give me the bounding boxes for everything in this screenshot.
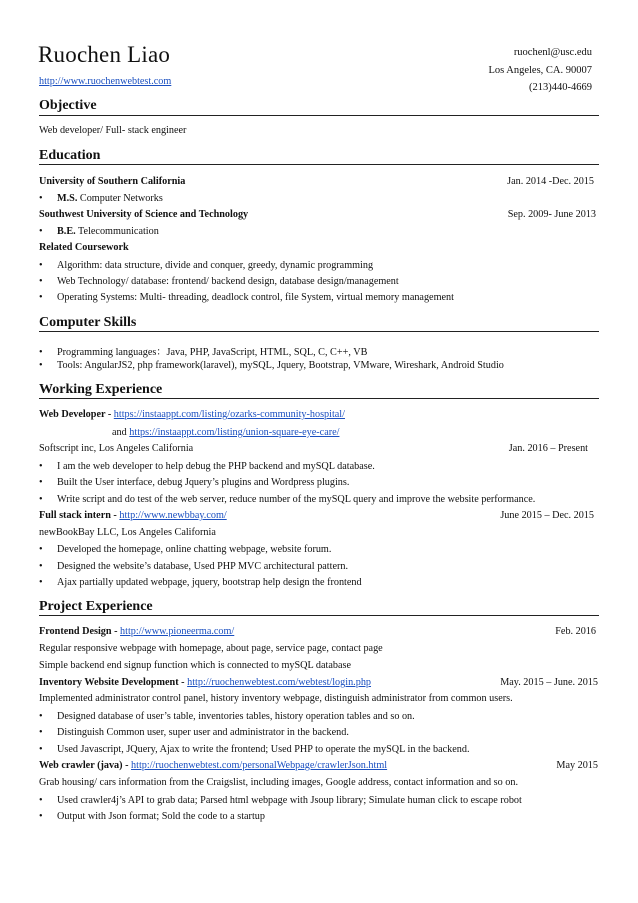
job2-company: newBookBay LLC, Los Angeles California	[39, 527, 216, 538]
swust-degree-item: • B.E. Telecommunication	[39, 226, 159, 237]
list-item: • Tools: AngularJS2, php framework(laravel), mySQL, Jquery, Bootstrap, VMware, Wireshark, Android Studio	[39, 360, 504, 371]
candidate-name: Ruochen Liao	[38, 42, 171, 67]
project2-date: May. 2015 – June. 2015	[500, 677, 598, 688]
job2-title: Full stack intern - http://www.newbbay.com/	[39, 510, 227, 521]
project1-date: Feb. 2016	[555, 626, 596, 637]
list-item: • Write script and do test of the web server, reduce number of the mySQL query and improve the website performance.	[39, 494, 536, 505]
project1-link[interactable]: http://www.pioneerma.com/	[120, 626, 235, 637]
location: Los Angeles, CA. 90007	[488, 64, 592, 76]
list-item: • Programming languages：Java, PHP, JavaScript, HTML, SQL, C, C++, VB	[39, 347, 368, 358]
coursework-heading: Related Coursework	[39, 242, 129, 253]
contact-block	[488, 44, 592, 97]
section-divider	[39, 615, 599, 616]
usc-school-name: University of Southern California	[39, 176, 186, 187]
list-item: • Used crawler4j’s API to grab data; Parsed html webpage with Jsoup library; Simulate human click to escape robot	[39, 795, 522, 806]
job1-date: Jan. 2016 – Present	[508, 443, 588, 454]
usc-major: Computer Networks	[77, 193, 163, 204]
project1-desc: Simple backend end signup function which is connected to mySQL database	[39, 660, 351, 671]
swust-degree: B.E.	[57, 226, 76, 237]
usc-date: Jan. 2014 -Dec. 2015	[507, 176, 594, 187]
project3-title: Web crawler (java) - http://ruochenwebtest.com/personalWebpage/crawlerJson.html	[39, 760, 388, 771]
project3-link[interactable]: http://ruochenwebtest.com/personalWebpage/crawlerJson.html	[131, 760, 388, 771]
list-item: • Distinguish Common user, super user and administrator in the backend.	[39, 727, 349, 738]
job2-date: June 2015 – Dec. 2015	[500, 510, 594, 521]
swust-school-name: Southwest University of Science and Technology	[39, 209, 249, 220]
project3-desc: Grab housing/ cars information from the Craigslist, including images, Google address, contact information and so on.	[39, 777, 518, 788]
list-item: • Developed the homepage, online chatting webpage, website forum.	[39, 544, 332, 555]
list-item: • Used Javascript, JQuery, Ajax to write the frontend; Used PHP to operate the mySQL in the backend.	[39, 744, 470, 755]
objective-heading: Objective	[39, 98, 97, 113]
list-item: • Built the User interface, debug Jquery’s plugins and Wordpress plugins.	[39, 477, 350, 488]
job2-link[interactable]: http://www.newbbay.com/	[119, 510, 227, 521]
education-heading: Education	[39, 148, 101, 163]
projects-heading: Project Experience	[39, 599, 153, 614]
project1-desc: Regular responsive webpage with homepage, about page, service page, contact page	[39, 643, 383, 654]
project2-desc: Implemented administrator control panel, history inventory webpage, distinguish administrator from common users.	[39, 693, 513, 704]
list-item: • I am the web developer to help debug the PHP backend and mySQL database.	[39, 461, 375, 472]
section-divider	[39, 164, 599, 165]
project2-link[interactable]: http://ruochenwebtest.com/webtest/login.php	[187, 677, 372, 688]
list-item: • Output with Json format; Sold the code to a startup	[39, 811, 265, 822]
job1-link-2[interactable]: https://instaappt.com/listing/union-square-eye-care/	[129, 427, 340, 438]
section-divider	[39, 398, 599, 399]
project3-date: May 2015	[556, 760, 598, 771]
objective-text: Web developer/ Full- stack engineer	[39, 125, 187, 136]
project1-title: Frontend Design - http://www.pioneerma.com/	[39, 626, 235, 637]
list-item: • Algorithm: data structure, divide and conquer, greedy, dynamic programming	[39, 260, 374, 271]
email: ruochenl@usc.edu	[513, 47, 592, 58]
list-item: • Ajax partially updated webpage, jquery, bootstrap help design the frontend	[39, 577, 362, 588]
list-item: • Designed database of user’s table, inventories tables, history operation tables and so on.	[39, 711, 415, 722]
list-item: • Web Technology/ database: frontend/ backend design, database design/management	[39, 276, 399, 287]
usc-degree-item: • M.S. Computer Networks	[39, 193, 163, 204]
swust-school	[39, 209, 248, 220]
usc-school	[39, 176, 185, 187]
section-divider	[39, 115, 599, 116]
job1-title: Web Developer - https://instaappt.com/listing/ozarks-community-hospital/	[39, 409, 345, 420]
personal-website-link[interactable]: http://www.ruochenwebtest.com	[39, 76, 172, 87]
swust-date: Sep. 2009- June 2013	[507, 209, 596, 220]
work-heading: Working Experience	[39, 382, 163, 397]
section-divider	[39, 331, 599, 332]
job1-link-1[interactable]: https://instaappt.com/listing/ozarks-community-hospital/	[113, 409, 345, 420]
project2-title: Inventory Website Development - http://ruochenwebtest.com/webtest/login.php	[39, 677, 372, 688]
job1-company: Softscript inc, Los Angeles California	[39, 443, 194, 454]
list-item: • Operating Systems: Multi- threading, deadlock control, file System, virtual memory management	[39, 292, 454, 303]
job1-title-cont: and https://instaappt.com/listing/union-square-eye-care/	[112, 427, 340, 438]
swust-major: Telecommunication	[75, 226, 159, 237]
phone: (213)440-4669	[529, 82, 592, 93]
usc-degree: M.S.	[57, 193, 78, 204]
skills-heading: Computer Skills	[39, 315, 137, 330]
list-item: • Designed the website’s database, Used PHP MVC architectural pattern.	[39, 561, 349, 572]
